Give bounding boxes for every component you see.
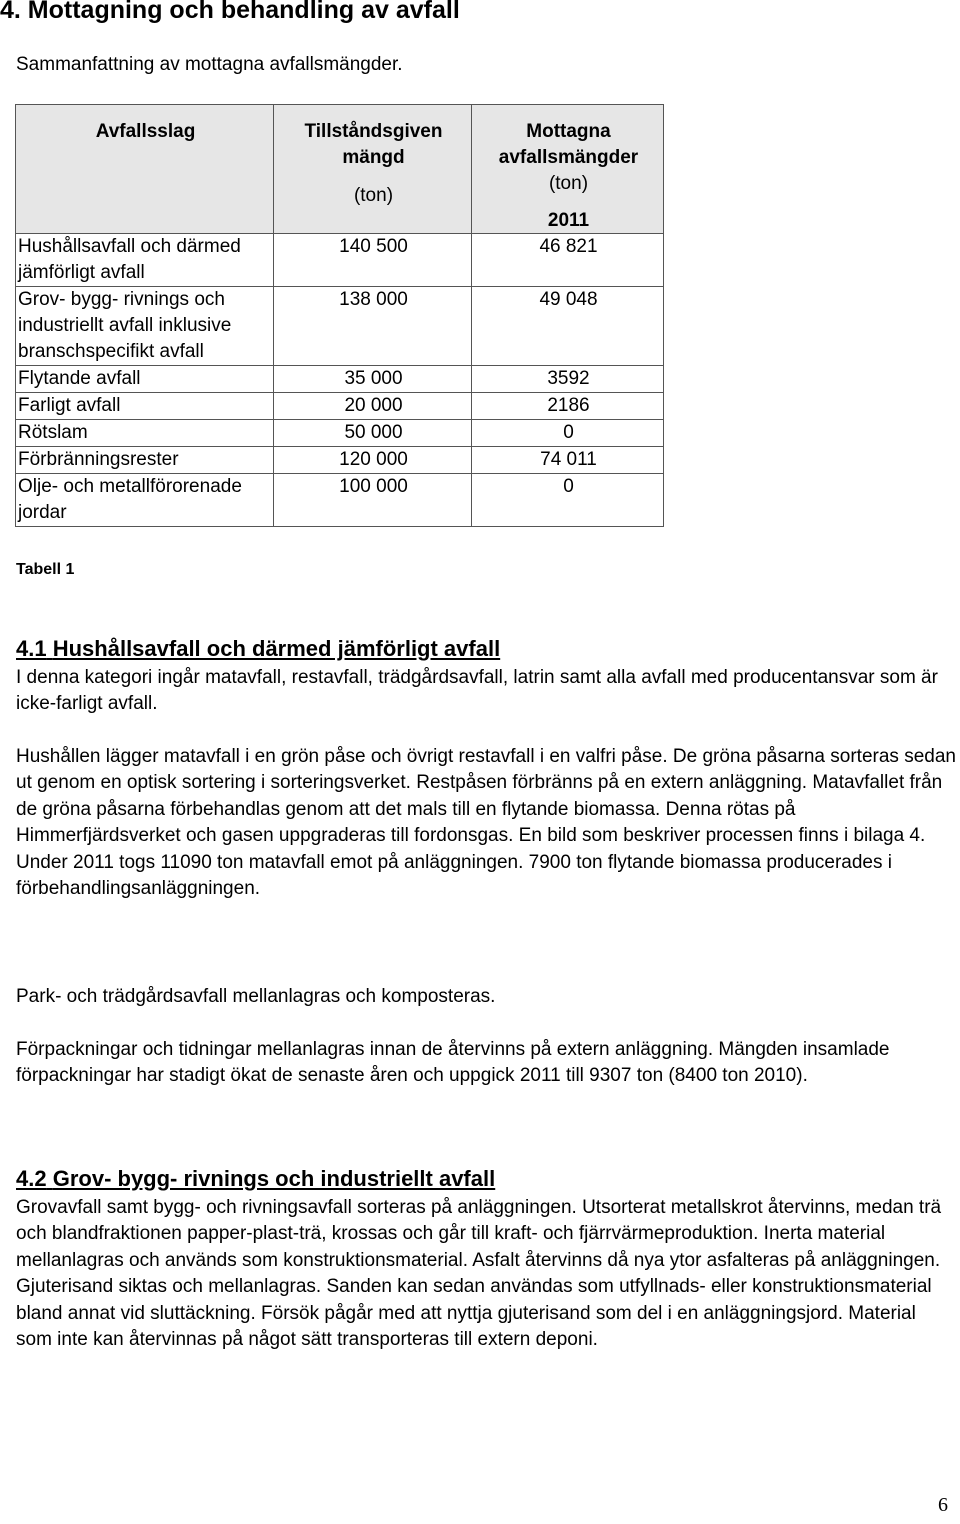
paragraph: Park- och trädgårdsavfall mellanlagras och komposteras. bbox=[16, 986, 496, 1007]
header-received-label: Mottagna avfallsmängder bbox=[498, 121, 639, 168]
cell-received: 0 bbox=[472, 474, 664, 527]
table-row bbox=[16, 393, 664, 420]
cell-waste-type: Olje- och metallförorenade jordar bbox=[16, 474, 274, 527]
cell-permitted: 35 000 bbox=[274, 366, 472, 393]
section-4-2-number: 4.2 bbox=[16, 1166, 47, 1191]
table-row bbox=[16, 447, 664, 474]
header-received bbox=[472, 105, 664, 234]
table-row bbox=[16, 287, 664, 366]
table-header-row bbox=[16, 105, 664, 234]
intro-text: Sammanfattning av mottagna avfallsmängder. bbox=[16, 54, 403, 75]
cell-received: 2186 bbox=[472, 393, 664, 420]
cell-waste-type: Grov- bygg- rivnings och industriellt avfall inklusive branschspecifikt avfall bbox=[16, 287, 274, 366]
table-row bbox=[16, 474, 664, 527]
cell-permitted: 138 000 bbox=[274, 287, 472, 366]
paragraph: Hushållen lägger matavfall i en grön påse och övrigt restavfall i en valfri påse. De gröna påsarna sorteras sedan ut genom en optisk sortering i sorteringsverket. Restpåsen förbränns på en extern anläggning. Matavfallet från de gröna påsarna förbehandlas genom att det mals till en flytande biomassa. Denna rötas på Himmerfjärdsverket och gasen uppgraderas till fordonsgas. En bild som beskriver processen finns i bilaga 4. Under 2011 togs 11090 ton matavfall emot på anläggningen. 7900 ton flytande biomassa producerades i förbehandlingsanläggningen. bbox=[16, 746, 956, 900]
cell-received: 0 bbox=[472, 420, 664, 447]
paragraph: Förpackningar och tidningar mellanlagras innan de återvinns på extern anläggning. Mängden insamlade förpackningar har stadigt ökat de senaste åren och uppgick 2011 till 9307 ton (8400 ton 2010). bbox=[16, 1039, 890, 1087]
paragraph: I denna kategori ingår matavfall, restavfall, trädgårdsavfall, latrin samt alla avfall med producentansvar som är icke-farligt avfall. bbox=[16, 667, 938, 715]
header-permitted-unit: (ton) bbox=[353, 185, 394, 206]
cell-permitted: 20 000 bbox=[274, 393, 472, 420]
cell-permitted: 100 000 bbox=[274, 474, 472, 527]
paragraph: Grovavfall samt bygg- och rivningsavfall sorteras på anläggningen. Utsorterat metallskrot återvinns, medan trä och blandfraktionen papper-plast-trä, krossas och går till kraft- och fjärrvärmeproduktion. Inerta material mellanlagras och används som konstruktionsmaterial. Asfalt återvinns då nya ytor asfalteras på anläggningen. Gjuterisand siktas och mellanlagras. Sanden kan sedan användas som utfyllnads- eller konstruktionsmaterial bland annat vid sluttäckning. Försök pågår med att nyttja gjuterisand som del i en anläggningsjord. Material som inte kan återvinnas på något sätt transporteras till extern deponi. bbox=[16, 1197, 942, 1351]
table-row bbox=[16, 420, 664, 447]
page-heading: 4. Mottagning och behandling av avfall bbox=[0, 0, 460, 24]
cell-waste-type: Farligt avfall bbox=[16, 393, 274, 420]
header-received-unit: (ton) bbox=[548, 173, 589, 194]
header-year: 2011 bbox=[547, 210, 590, 231]
header-waste-type-label: Avfallsslag bbox=[95, 121, 196, 142]
cell-permitted: 140 500 bbox=[274, 234, 472, 287]
cell-received: 74 011 bbox=[472, 447, 664, 474]
cell-permitted: 120 000 bbox=[274, 447, 472, 474]
section-4-2-title: Grov- bygg- rivnings och industriellt avfall bbox=[52, 1166, 496, 1191]
table-row bbox=[16, 234, 664, 287]
cell-permitted: 50 000 bbox=[274, 420, 472, 447]
section-4-1-title: Hushållsavfall och därmed jämförligt avfall bbox=[52, 636, 501, 661]
header-waste-type bbox=[16, 105, 274, 234]
cell-waste-type: Hushållsavfall och därmed jämförligt avfall bbox=[16, 234, 274, 287]
header-permitted-label: Tillståndsgiven mängd bbox=[304, 121, 443, 168]
table-caption: Tabell 1 bbox=[16, 561, 75, 578]
cell-received: 46 821 bbox=[472, 234, 664, 287]
cell-received: 49 048 bbox=[472, 287, 664, 366]
header-permitted bbox=[274, 105, 472, 234]
section-4-1-heading bbox=[16, 636, 500, 662]
cell-received: 3592 bbox=[472, 366, 664, 393]
section-4-1-number: 4.1 bbox=[16, 636, 47, 661]
section-4-2-heading bbox=[16, 1166, 495, 1192]
cell-waste-type: Förbränningsrester bbox=[16, 447, 274, 474]
waste-table bbox=[15, 104, 664, 527]
cell-waste-type: Rötslam bbox=[16, 420, 274, 447]
table-row bbox=[16, 366, 664, 393]
cell-waste-type: Flytande avfall bbox=[16, 366, 274, 393]
page-number: 6 bbox=[938, 1494, 948, 1516]
